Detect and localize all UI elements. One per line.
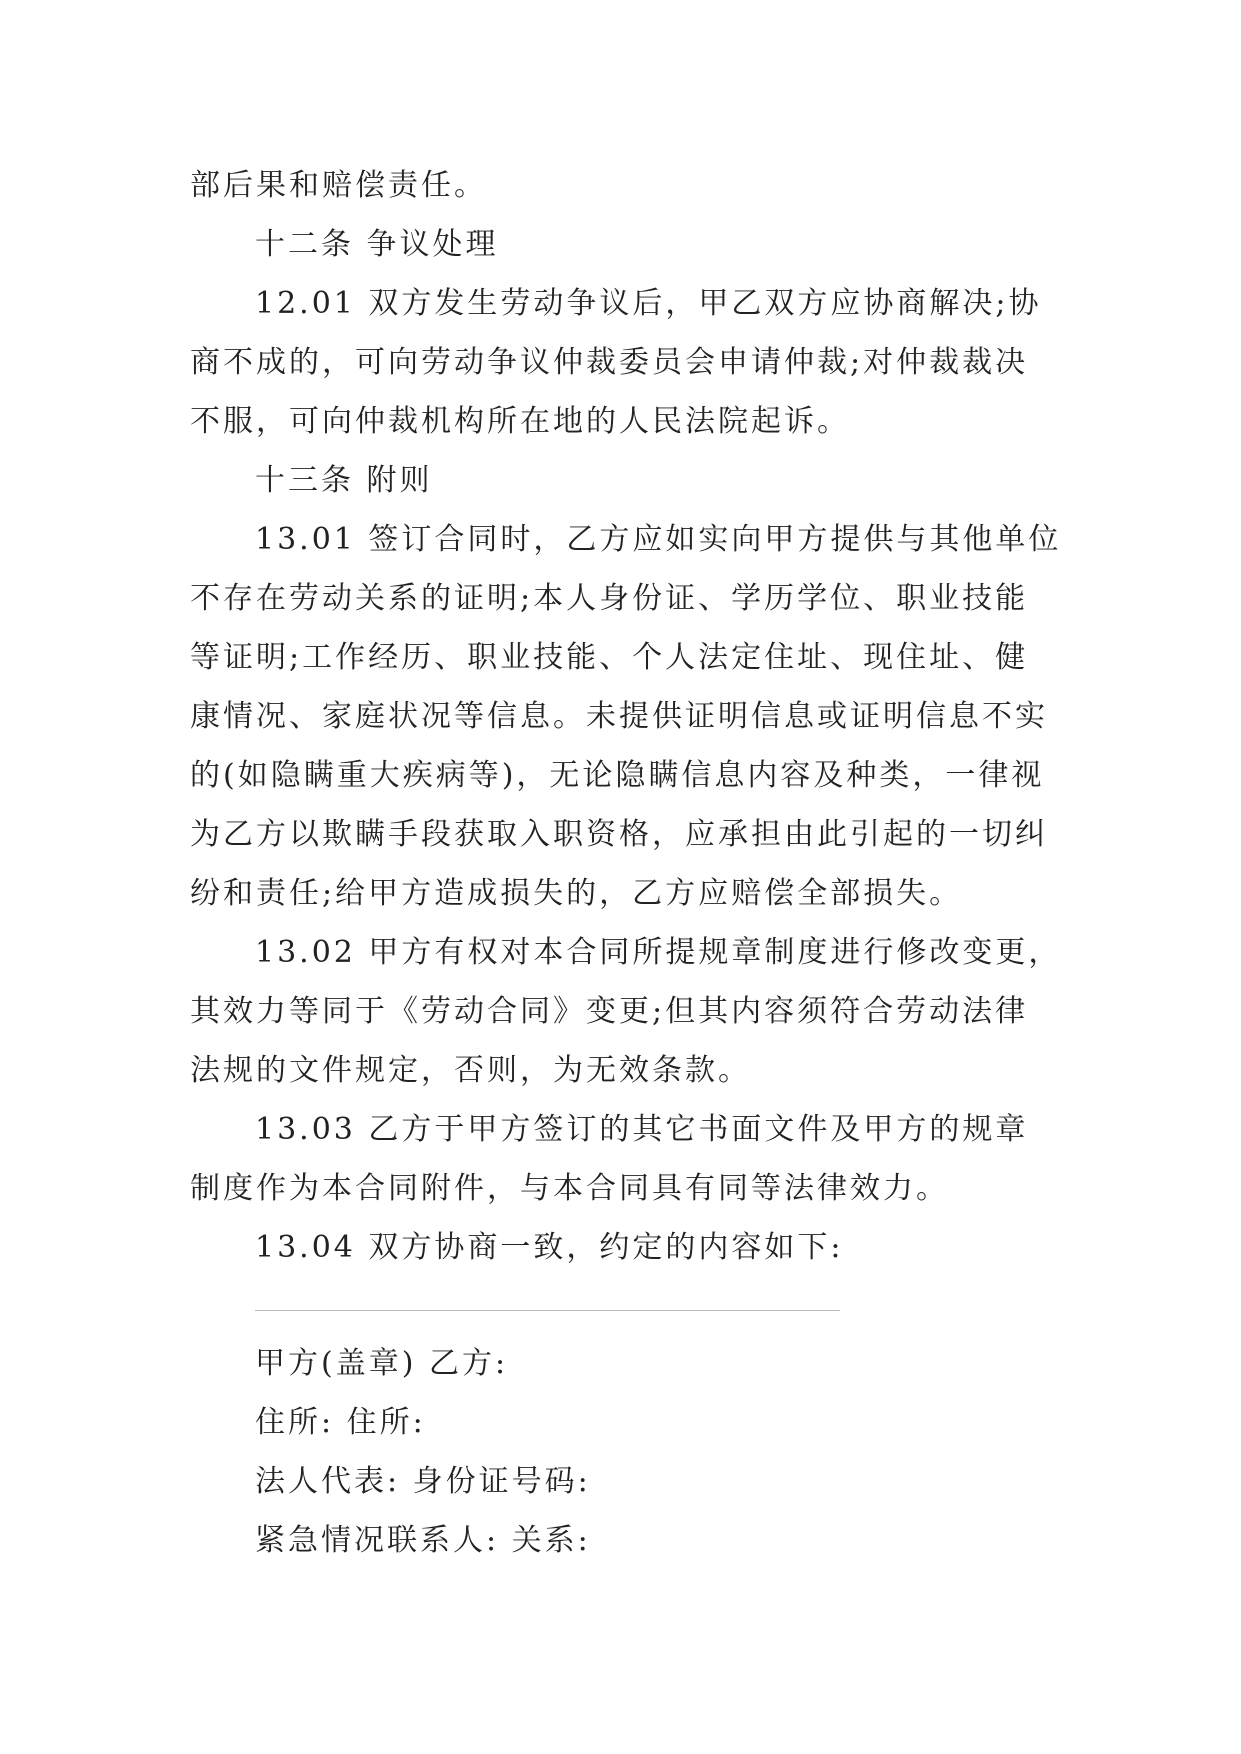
clause-13-04: 13.04 双方协商一致，约定的内容如下: (255, 1230, 844, 1265)
body-line: 的(如隐瞒重大疾病等)，无论隐瞒信息内容及种类，一律视 (190, 758, 1045, 793)
section-heading: 十三条 附则 (255, 463, 433, 498)
body-line: 制度作为本合同附件，与本合同具有同等法律效力。 (190, 1171, 949, 1206)
body-line: 其效力等同于《劳动合同》变更;但其内容须符合劳动法律 (190, 994, 1029, 1029)
body-line: 不服，可向仲裁机构所在地的人民法院起诉。 (190, 404, 850, 439)
body-line: 为乙方以欺瞒手段获取入职资格，应承担由此引起的一切纠 (190, 817, 1048, 852)
fill-in-line (255, 1310, 840, 1311)
clause-12-01: 12.01 双方发生劳动争议后，甲乙双方应协商解决;协 (255, 286, 1042, 321)
clause-13-02: 13.02 甲方有权对本合同所提规章制度进行修改变更， (255, 935, 1062, 970)
body-line: 商不成的，可向劳动争议仲裁委员会申请仲裁;对仲裁裁决 (190, 345, 1029, 380)
clause-13-03: 13.03 乙方于甲方签订的其它书面文件及甲方的规章 (255, 1112, 1029, 1147)
signature-address-line: 住所: 住所: (255, 1405, 426, 1440)
body-line: 康情况、家庭状况等信息。未提供证明信息或证明信息不实 (190, 699, 1048, 734)
section-heading: 十二条 争议处理 (255, 227, 499, 262)
body-line: 部后果和赔偿责任。 (190, 168, 487, 203)
clause-13-01: 13.01 签订合同时，乙方应如实向甲方提供与其他单位 (255, 522, 1062, 557)
body-line: 不存在劳动关系的证明;本人身份证、学历学位、职业技能 (190, 581, 1029, 616)
signature-emergency-contact-line: 紧急情况联系人: 关系: (255, 1523, 591, 1558)
signature-representative-line: 法人代表: 身份证号码: (255, 1464, 591, 1499)
body-line: 纷和责任;给甲方造成损失的，乙方应赔偿全部损失。 (190, 876, 963, 911)
body-line: 法规的文件规定，否则，为无效条款。 (190, 1053, 751, 1088)
signature-party-line: 甲方(盖章) 乙方: (255, 1346, 509, 1381)
body-line: 等证明;工作经历、职业技能、个人法定住址、现住址、健 (190, 640, 1029, 675)
